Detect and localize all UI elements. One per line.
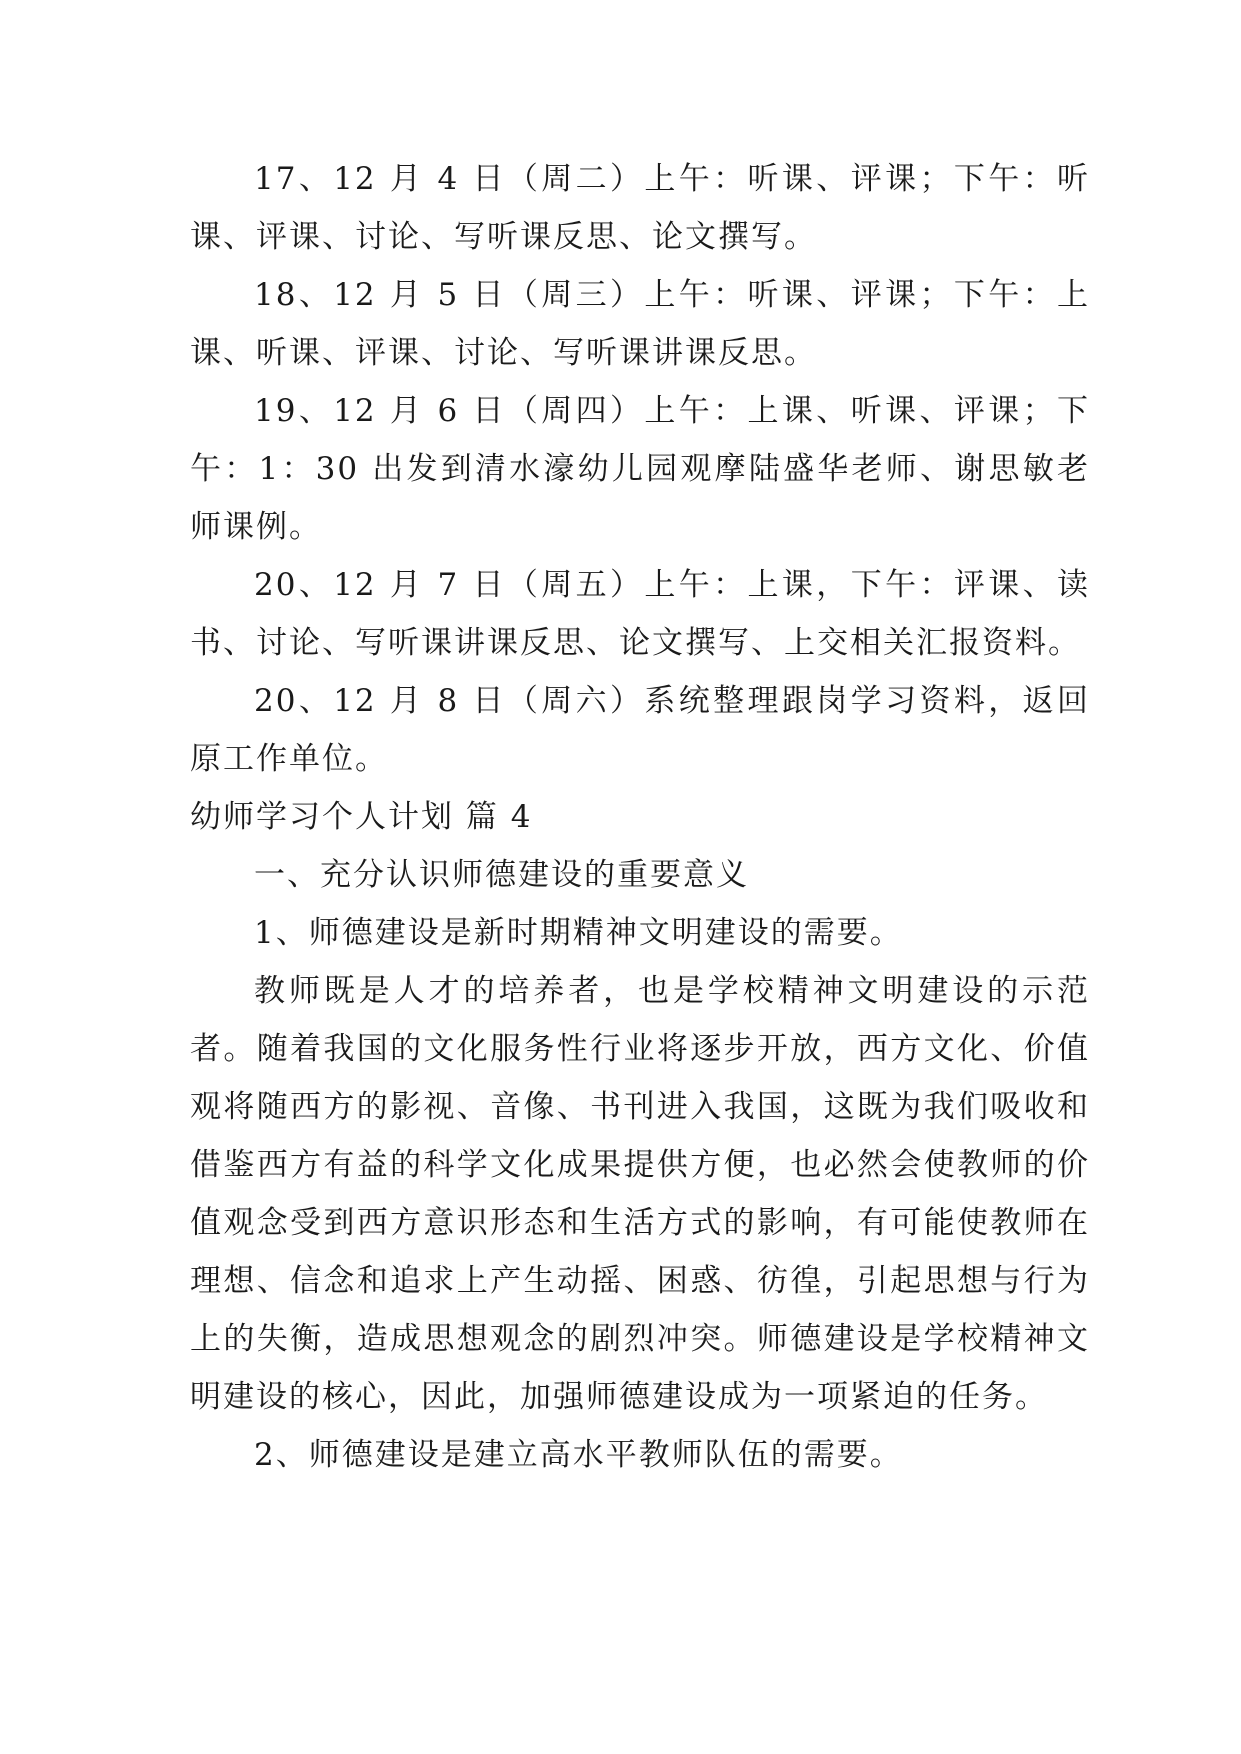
body-paragraph: 教师既是人才的培养者，也是学校精神文明建设的示范者。随着我国的文化服务性行业将逐步开放，西方文化、价值观将随西方的影视、音像、书刊进入我国，这既为我们吸收和借鉴西方有益的科学文化成果提供方便，也必然会使教师的价值观念受到西方意识形态和生活方式的影响，有可能使教师在理想、信念和追求上产生动摇、困惑、彷徨，引起思想与行为上的失衡，造成思想观念的剧烈冲突。师德建设是学校精神文明建设的核心，因此，加强师德建设成为一项紧迫的任务。: [190, 973, 1090, 1415]
schedule-item-19: 19、12 月 6 日（周四）上午：上课、听课、评课；下午：1：30 出发到清水濠幼儿园观摩陆盛华老师、谢思敏老师课例。: [190, 393, 1090, 545]
section-title: 幼师学习个人计划 篇 4: [190, 799, 533, 835]
schedule-item-18: 18、12 月 5 日（周三）上午：听课、评课；下午：上课、听课、评课、讨论、写听课讲课反思。: [190, 277, 1090, 371]
point-1: 1、师德建设是新时期精神文明建设的需要。: [254, 915, 903, 951]
schedule-item-17: 17、12 月 4 日（周二）上午：听课、评课；下午：听课、评课、讨论、写听课反思、论文撰写。: [190, 161, 1090, 255]
subheading: 一、充分认识师德建设的重要意义: [254, 857, 749, 893]
schedule-item-20-sat: 20、12 月 8 日（周六）系统整理跟岗学习资料，返回原工作单位。: [190, 683, 1090, 777]
document-body: [190, 150, 1090, 1484]
schedule-item-20-fri: 20、12 月 7 日（周五）上午：上课，下午：评课、读书、讨论、写听课讲课反思、论文撰写、上交相关汇报资料。: [190, 567, 1090, 661]
point-2: 2、师德建设是建立高水平教师队伍的需要。: [254, 1437, 903, 1473]
